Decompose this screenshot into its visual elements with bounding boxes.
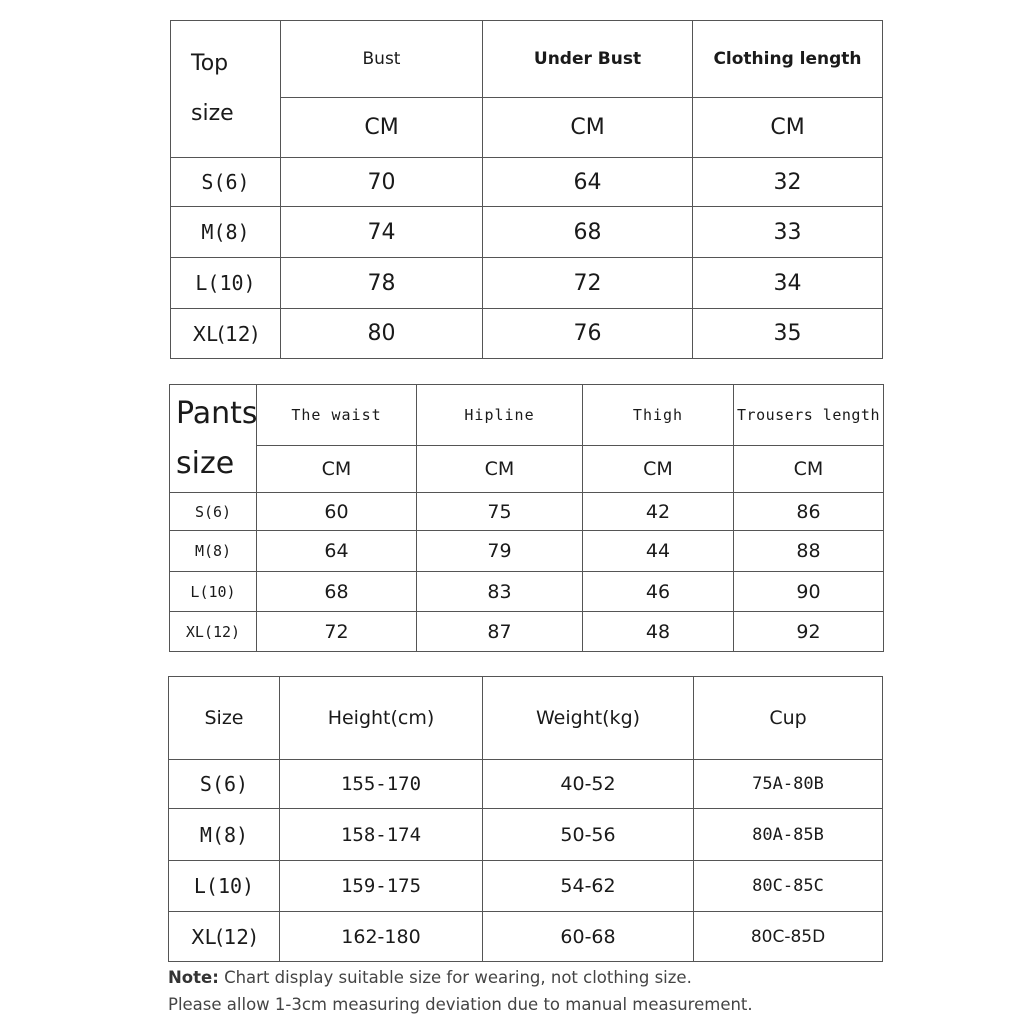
value-cell: 75A-80B: [694, 760, 883, 809]
note-line-1: Note: Chart display suitable size for wearing, not clothing size.: [168, 968, 692, 987]
size-label: L(10): [171, 258, 281, 309]
value-cell: 33: [693, 207, 883, 258]
unit-cell: CM: [281, 98, 483, 158]
col-header-under-bust: Under Bust: [483, 21, 693, 98]
value-cell: 75: [417, 493, 583, 531]
value-cell: 159-175: [280, 861, 483, 912]
unit-cell: CM: [734, 446, 884, 493]
value-cell: 68: [483, 207, 693, 258]
table-row: [170, 612, 884, 652]
value-cell: 80A-85B: [694, 809, 883, 861]
value-cell: 64: [257, 531, 417, 572]
value-cell: 86: [734, 493, 884, 531]
value-cell: 70: [281, 158, 483, 207]
value-cell: 90: [734, 572, 884, 612]
size-label: L(10): [169, 861, 280, 912]
size-label: M(8): [169, 809, 280, 861]
size-label: L(10): [170, 572, 257, 612]
table-row: [171, 207, 883, 258]
size-label: XL(12): [170, 612, 257, 652]
size-label: S(6): [169, 760, 280, 809]
pants-size-title: Pants size: [170, 385, 257, 493]
pants-size-table: [169, 384, 884, 652]
value-cell: 72: [483, 258, 693, 309]
body-size-table: [168, 676, 883, 962]
top-size-title: Top size: [171, 21, 281, 158]
size-label: M(8): [171, 207, 281, 258]
value-cell: 72: [257, 612, 417, 652]
value-cell: 88: [734, 531, 884, 572]
unit-cell: CM: [483, 98, 693, 158]
size-label: XL(12): [169, 912, 280, 962]
table-row: [169, 809, 883, 861]
value-cell: 68: [257, 572, 417, 612]
note-label: Note:: [168, 968, 219, 987]
size-label: S(6): [170, 493, 257, 531]
top-size-table: [170, 20, 883, 359]
col-header-height: Height(cm): [280, 677, 483, 760]
col-header-bust: Bust: [281, 21, 483, 98]
size-label: S(6): [171, 158, 281, 207]
table-row: [171, 158, 883, 207]
value-cell: 54-62: [483, 861, 694, 912]
size-label: M(8): [170, 531, 257, 572]
value-cell: 80: [281, 309, 483, 359]
value-cell: 80C-85D: [694, 912, 883, 962]
col-header-size: Size: [169, 677, 280, 760]
col-header-trousers-length: Trousers length: [734, 385, 884, 446]
table-row: [171, 309, 883, 359]
value-cell: 40-52: [483, 760, 694, 809]
value-cell: 44: [583, 531, 734, 572]
unit-cell: CM: [693, 98, 883, 158]
value-cell: 64: [483, 158, 693, 207]
table-row: [170, 531, 884, 572]
value-cell: 76: [483, 309, 693, 359]
col-header-clothing-length: Clothing length: [693, 21, 883, 98]
value-cell: 50-56: [483, 809, 694, 861]
value-cell: 158-174: [280, 809, 483, 861]
value-cell: 46: [583, 572, 734, 612]
note-line-2: Please allow 1-3cm measuring deviation due to manual measurement.: [168, 995, 753, 1014]
col-header-waist: The waist: [257, 385, 417, 446]
unit-cell: CM: [583, 446, 734, 493]
value-cell: 32: [693, 158, 883, 207]
value-cell: 48: [583, 612, 734, 652]
table-row: [171, 258, 883, 309]
value-cell: 42: [583, 493, 734, 531]
value-cell: 60-68: [483, 912, 694, 962]
value-cell: 79: [417, 531, 583, 572]
value-cell: 74: [281, 207, 483, 258]
table-row: [170, 493, 884, 531]
col-header-thigh: Thigh: [583, 385, 734, 446]
value-cell: 87: [417, 612, 583, 652]
col-header-hipline: Hipline: [417, 385, 583, 446]
value-cell: 83: [417, 572, 583, 612]
table-row: [169, 861, 883, 912]
size-label: XL(12): [171, 309, 281, 359]
value-cell: 35: [693, 309, 883, 359]
col-header-weight: Weight(kg): [483, 677, 694, 760]
table-row: [169, 760, 883, 809]
value-cell: 78: [281, 258, 483, 309]
value-cell: 60: [257, 493, 417, 531]
value-cell: 155-170: [280, 760, 483, 809]
unit-cell: CM: [257, 446, 417, 493]
table-row: [170, 572, 884, 612]
value-cell: 80C-85C: [694, 861, 883, 912]
value-cell: 92: [734, 612, 884, 652]
table-row: [169, 912, 883, 962]
col-header-cup: Cup: [694, 677, 883, 760]
value-cell: 34: [693, 258, 883, 309]
value-cell: 162-180: [280, 912, 483, 962]
unit-cell: CM: [417, 446, 583, 493]
